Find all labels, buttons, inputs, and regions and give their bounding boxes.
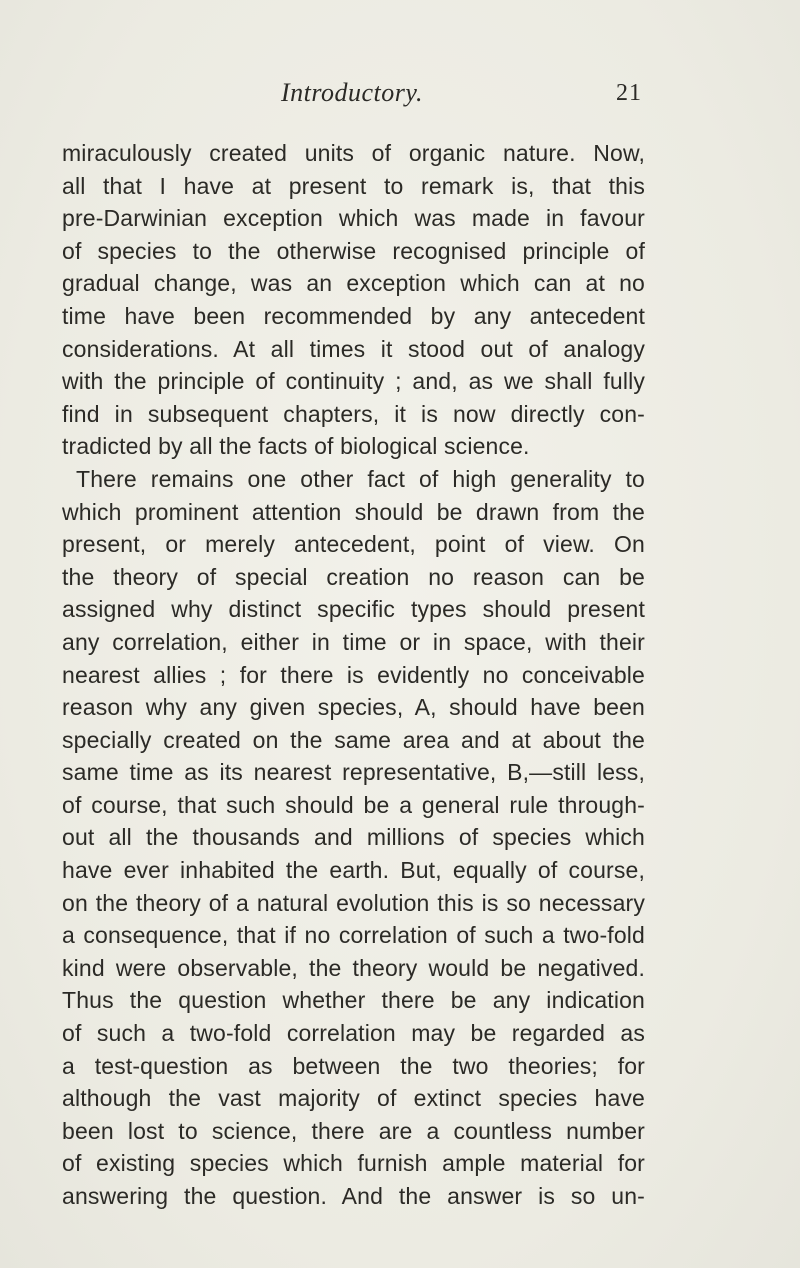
text-line: nearest allies ; for there is evidently no conceivable (62, 661, 645, 688)
text-line: pre-Darwinian exception which was made in favour (62, 205, 645, 232)
text-line: any correlation, either in time or in space, with their (62, 628, 645, 655)
text-line: considerations. At all times it stood out of analogy (62, 335, 645, 362)
text-line: all that I have at present to remark is, that this (62, 172, 645, 199)
text-line: on the theory of a natural evolution this is so necessary (62, 889, 645, 916)
text-line: of species to the otherwise recognised principle of (62, 237, 645, 264)
text-line: reason why any given species, A, should have been (62, 694, 645, 721)
text-line: although the vast majority of extinct species have (62, 1085, 645, 1112)
text-line: miraculously created units of organic nature. Now, (62, 140, 645, 166)
page-number: 21 (616, 80, 642, 106)
text-line: of such a two-fold correlation may be regarded as (62, 1020, 645, 1047)
text-line: out all the thousands and millions of species which (62, 824, 645, 851)
text-line: of existing species which furnish ample material for (62, 1150, 645, 1177)
text-line: a test-question as between the two theories; for (62, 1052, 645, 1079)
text-line: answering the question. And the answer is so un- (62, 1183, 645, 1209)
text-line: Thus the question whether there be any indication (62, 987, 645, 1014)
text-line: a consequence, that if no correlation of such a two-fold (62, 922, 645, 949)
text-line: specially created on the same area and at about the (62, 726, 645, 753)
text-line: time have been recommended by any antecedent (62, 302, 645, 329)
running-title: Introductory. (280, 78, 424, 107)
text-line: gradual change, was an exception which can at no (62, 270, 645, 297)
text-line: present, or merely antecedent, point of view. On (62, 531, 645, 558)
running-head (62, 78, 642, 118)
text-line: of course, that such should be a general rule through- (62, 791, 645, 818)
text-line: with the principle of continuity ; and, as we shall fully (62, 368, 645, 395)
body-text (62, 137, 645, 1213)
text-line: kind were observable, the theory would be negatived. (62, 954, 645, 981)
paragraph-start-line: There remains one other fact of high generality to (76, 465, 645, 492)
text-line: the theory of special creation no reason can be (62, 563, 645, 590)
text-line: which prominent attention should be drawn from the (62, 498, 645, 525)
text-line: tradicted by all the facts of biological science. (62, 433, 530, 460)
text-line: have ever inhabited the earth. But, equally of course, (62, 857, 645, 884)
text-line: been lost to science, there are a countless number (62, 1117, 645, 1144)
text-line: same time as its nearest representative, B,—still less, (62, 759, 645, 786)
text-line: find in subsequent chapters, it is now directly con- (62, 400, 645, 427)
text-line: assigned why distinct specific types should present (62, 596, 645, 623)
